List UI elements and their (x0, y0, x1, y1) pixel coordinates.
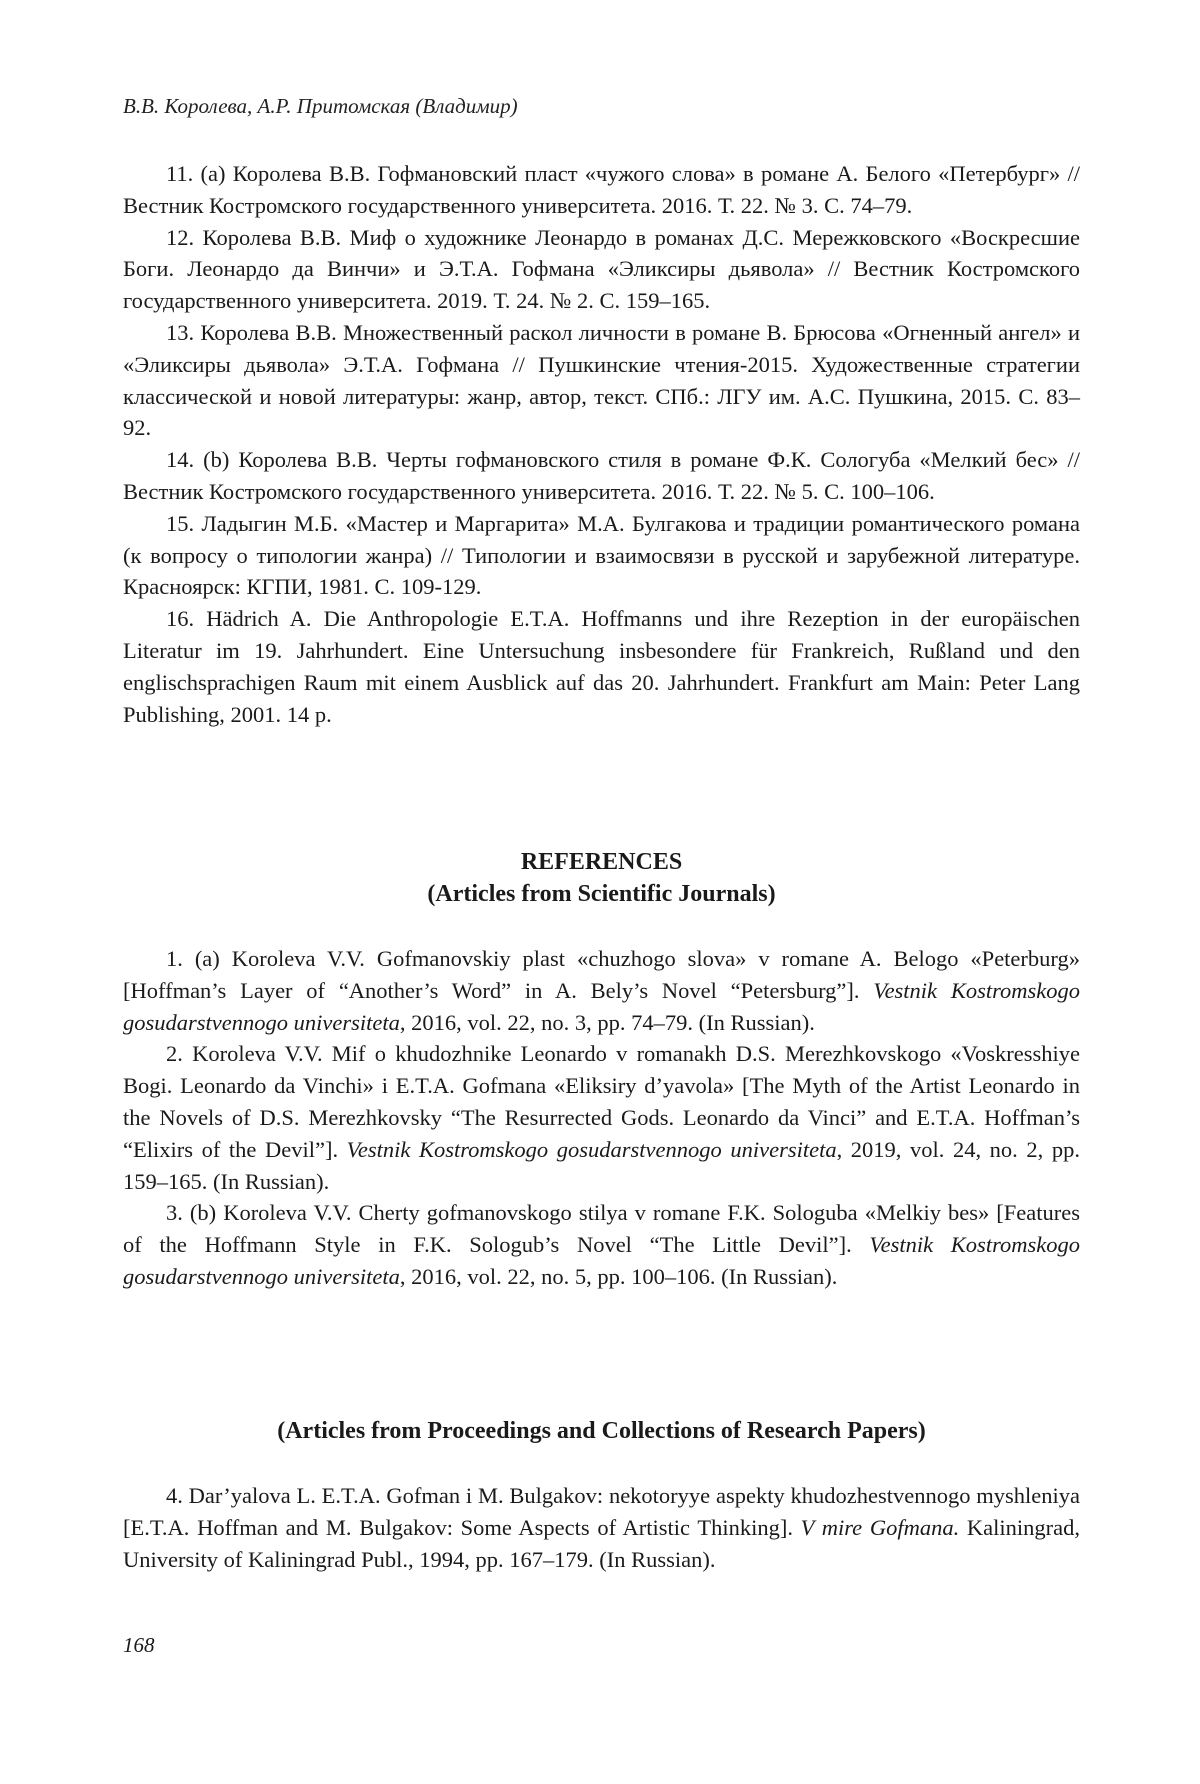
proceedings-heading: (Articles from Proceedings and Collections of Research Papers) (277, 1418, 926, 1444)
reference-text: 1. (a) Koroleva V.V. Gofmanovskiy plast «chuzhogo slova» v romane A. Belogo «Peterburg» [Hoffman’s Layer of “Another’s Word” in A. Bely’s Novel “Petersburg”]. (123, 946, 1080, 1003)
reference-entry: 13. Королева В.В. Множественный раскол личности в романе В. Брюсова «Огненный ангел» и «Эликсиры дьявола» Э.Т.А. Гофмана // Пушкинские чтения-2015. Художественные стратегии классической и новой литературы: жанр, автор, текст. СПб.: ЛГУ им. А.С. Пушкина, 2015. С. 83–92. (123, 319, 1080, 441)
reference-entry: 12. Королева В.В. Миф о художнике Леонардо в романах Д.С. Мережковского «Воскресшие Боги. Леонардо да Винчи» и Э.Т.А. Гофмана «Эликсиры дьявола» // Вестник Костромского государственного университета. 2019. Т. 24. № 2. С. 159–165. (123, 224, 1080, 314)
reference-entry (123, 1480, 1080, 1575)
reference-text: , 2016, vol. 22, no. 3, pp. 74–79. (In Russian). (399, 1009, 815, 1035)
page-number: 168 (123, 1633, 155, 1657)
proceedings-references-list (123, 1480, 1080, 1575)
reference-entry: 16. Hädrich A. Die Anthropologie E.T.A. Hoffmanns und ihre Rezeption in der europäischen Literatur im 19. Jahrhundert. Eine Untersuchung insbesondere für Frankreich, Rußland und den englischsprachigen Raum mit einem Ausblick auf das 20. Jahrhundert. Frankfurt am Main: Peter Lang Publishing, 2001. 14 p. (123, 606, 1080, 727)
journal-references-list (123, 943, 1080, 1293)
reference-entry (123, 943, 1080, 1038)
reference-text: , 2016, vol. 22, no. 5, pp. 100–106. (In Russian). (399, 1263, 838, 1289)
reference-text: 4. Dar’yalova L. E.T.A. Gofman i M. Bulgakov: nekotoryye aspekty khudozhestvennogo myshleniya [E.T.A. Hoffman and M. Bulgakov: Some Aspects of Artistic Thinking]. (123, 1483, 1080, 1540)
reference-text: 3. (b) Koroleva V.V. Cherty gofmanovskogo stilya v romane F.K. Sologuba «Melkiy bes» [Features of the Hoffmann Style in F.K. Sologub’s Novel “The Little Devil”]. (123, 1200, 1080, 1258)
references-title: REFERENCES (520, 849, 683, 875)
reference-entry: 15. Ладыгин М.Б. «Мастер и Маргарита» М.А. Булгакова и традиции романтического романа (к вопросу о типологии жанра) // Типологии и взаимосвязи в русской и зарубежной литературе. Красноярск: КГПИ, 1981. С. 109-129. (123, 510, 1080, 600)
journal-title: Vestnik Kostromskogo gosudarstvennogo universiteta (123, 977, 1080, 1035)
journal-title: Vestnik Kostromskogo gosudarstvennogo universiteta (346, 1136, 837, 1162)
reference-text: 2. Koroleva V.V. Mif o khudozhnike Leonardo v romanakh D.S. Merezhkovskogo «Voskresshiye Bogi. Leonardo da Vinchi» i E.T.A. Gofmana «Eliksiry d’yavola» [The Myth of the Artist Leonardo in the Novels of D.S. Merezhkovsky “The Resurrected Gods. Leonardo da Vinci” and E.T.A. Hoffman’s “Elixirs of the Devil”]. (123, 1041, 1080, 1162)
reference-text: , 2019, vol. 24, no. 2, pp. 159–165. (In Russian). (123, 1136, 1080, 1194)
reference-entry (123, 1197, 1080, 1292)
reference-text: Kaliningrad, University of Kaliningrad Publ., 1994, pp. 167–179. (In Russian). (123, 1514, 1081, 1572)
running-header: В.В. Королева, А.Р. Притомская (Владимир) (123, 94, 518, 118)
reference-entry (123, 1038, 1080, 1197)
references-subtitle: (Articles from Scientific Journals) (427, 881, 776, 907)
references-heading (123, 846, 1080, 910)
journal-title: Vestnik Kostromskogo gosudarstvennogo universiteta (123, 1232, 1080, 1289)
reference-entry: 14. (b) Королева В.В. Черты гофмановского стиля в романе Ф.К. Сологуба «Мелкий бес» // Вестник Костромского государственного университета. 2016. Т. 22. № 5. С. 100–106. (123, 447, 1080, 504)
collection-title: V mire Gofmana. (800, 1514, 960, 1540)
reference-entry: 11. (a) Королева В.В. Гофмановский пласт «чужого слова» в романе А. Белого «Петербург» // Вестник Костромского государственного университета. 2016. Т. 22. № 3. С. 74–79. (123, 161, 1080, 218)
russian-references-list (123, 158, 1080, 730)
